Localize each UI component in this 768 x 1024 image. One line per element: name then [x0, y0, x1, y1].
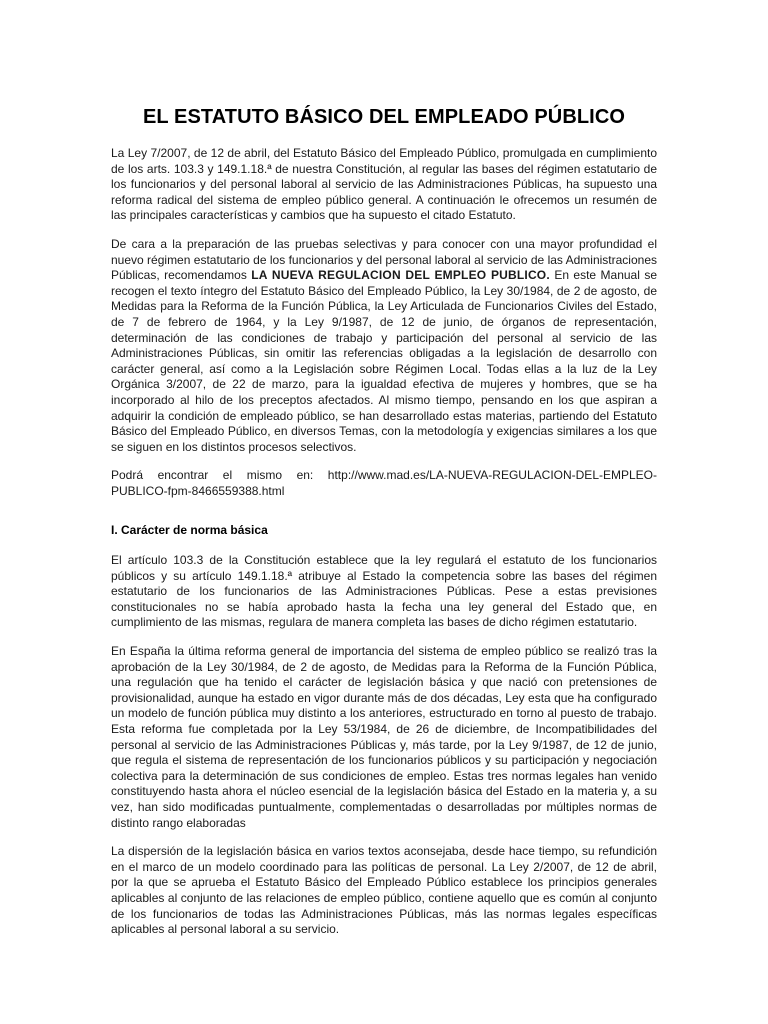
intro-paragraph-3-link-text: Podrá encontrar el mismo en: http://www.mad.es/LA-NUEVA-REGULACION-DEL-EMPLEO-PUBLICO-fpm-8466559388.html [111, 468, 657, 498]
section-heading-1: I. Carácter de norma básica [111, 523, 268, 538]
document-title: EL ESTATUTO BÁSICO DEL EMPLEADO PÚBLICO [142, 106, 626, 128]
intro-paragraph-2-text-start: De cara a la preparación de las pruebas selectivas y para conocer con una mayor profundidad el nuevo régimen estatutario de los funcionarios y del personal laboral al servicio de las Administraciones Públicas, recomendamos [111, 236, 657, 283]
section-1-paragraph-2: En España la última reforma general de importancia del sistema de empleo público se realizó tras la aprobación de la Ley 30/1984, de 2 de agosto, de Medidas para la Reforma de la Función Pública, una regulación que ha tenido el carácter de legislación básica y que nació con pretensiones de provisionalidad, aunque ha estado en vigor durante más de dos décadas, Ley esta que ha configurado un modelo de función pública muy distinto a los anteriores, estructurado en torno al puesto de trabajo. Esta reforma fue completada por la Ley 53/1984, de 26 de diciembre, de Incompatibilidades del personal al servicio de las Administraciones Públicas y, más tarde, por la Ley 9/1987, de 12 de junio, que regula el sistema de representación de los funcionarios públicos y su participación y negociación colectiva para la determinación de sus condiciones de empleo. Estas tres normas legales han venido constituyendo hasta ahora el núcleo esencial de la legislación básica del Estado en la materia y, a su vez, han sido modificadas puntualmente, complementadas o desarrolladas por múltiples normas de distinto rango elaboradas [111, 644, 657, 830]
section-1-paragraph-3: La dispersión de la legislación básica en varios textos aconsejaba, desde hace tiempo, su refundición en el marco de un modelo coordinado para las políticas de personal. La Ley 2/2007, de 12 de abril, por la que se aprueba el Estatuto Básico del Empleado Público establece los principios generales aplicables al conjunto de las relaciones de empleo público, contiene aquello que es común al conjunto de los funcionarios de todas las Administraciones Públicas, más las normas legales específicas aplicables al personal laboral a su servicio. [111, 844, 657, 937]
section-1-paragraph-1: El artículo 103.3 de la Constitución establece que la ley regulará el estatuto de los funcionarios públicos y su artículo 149.1.18.ª atribuye al Estado la competencia sobre las bases del régimen estatutario de los funcionarios de las Administraciones Públicas. Pese a estas previsiones constitucionales no se había aprobado hasta la fecha una ley general del Estado que, en cumplimiento de las mismas, regulara de manera completa las bases de dicho régimen estatutario. [111, 553, 657, 630]
intro-paragraph-1: La Ley 7/2007, de 12 de abril, del Estatuto Básico del Empleado Público, promulgada en cumplimiento de los arts. 103.3 y 149.1.18.ª de nuestra Constitución, al regular las bases del régimen estatutario de los funcionarios y del personal laboral al servicio de las Administraciones Públicas, ha supuesto una reforma radical del sistema de empleo público general. A continuación le ofrecemos un resumén de las principales características y cambios que ha supuesto el citado Estatuto. [111, 146, 657, 223]
intro-paragraph-2-text-end: En este Manual se recogen el texto íntegro del Estatuto Básico del Empleado Público, la Ley 30/1984, de 2 de agosto, de Medidas para la Reforma de la Función Pública, la Ley Articulada de Funcionarios Civiles del Estado, de 7 de febrero de 1964, y la Ley 9/1987, de 12 de junio, de órganos de representación, determinación de las condiciones de trabajo y participación del personal al servicio de las Administraciones Públicas, sin omitir las referencias obligadas a la legislación de desarrollo con carácter general, así como a la Legislación sobre Régimen Local. Todas ellas a la luz de la Ley Orgánica 3/2007, de 22 de marzo, para la igualdad efectiva de mujeres y hombres, que se ha incorporado al hilo de los preceptos afectados. Al mismo tiempo, pensando en los que aspiran a adquirir la condición de empleado público, se han desarrollado estas materias, partiendo del Estatuto Básico del Empleado Público, en diversos Temas, con la metodología y exigencias similares a los que se siguen en los distintos procesos selectivos. [111, 268, 657, 454]
intro-paragraph-2 [111, 237, 657, 455]
recommended-book-title: LA NUEVA REGULACION DEL EMPLEO PUBLICO. [251, 268, 550, 283]
